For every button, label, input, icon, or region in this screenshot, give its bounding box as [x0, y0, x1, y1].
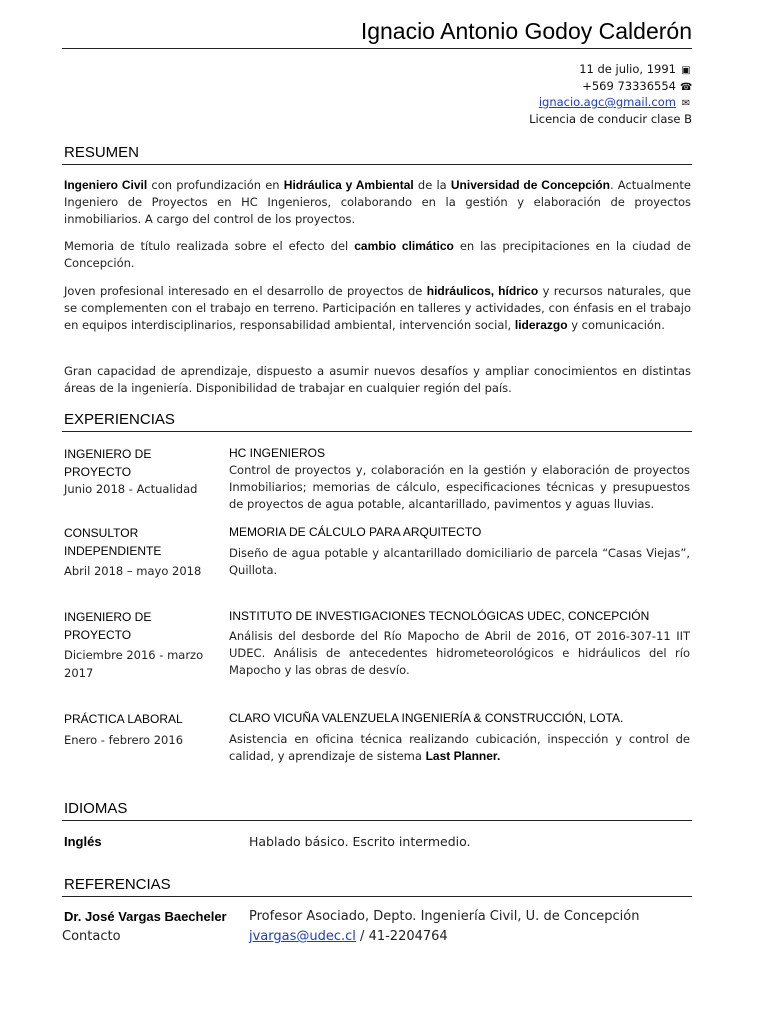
experience-role: INGENIERO DE PROYECTO	[64, 610, 152, 642]
experience-role: PRÁCTICA LABORAL	[64, 712, 183, 726]
summary-text: . Actualmente Ingeniero de Proyectos en HC Ingenieros, colaborando en la gestión y elaboración de proyectos inmobiliarios. A cargo del control de los proyectos.	[64, 178, 691, 226]
summary-degree: Ingeniero Civil	[64, 178, 148, 192]
summary-text: con profundización en	[147, 178, 284, 192]
summary-text: Joven profesional interesado en el desarrollo de proyectos de	[64, 284, 427, 298]
experiencias-divider	[62, 431, 692, 432]
header-divider	[62, 48, 692, 49]
section-title-referencias: REFERENCIAS	[64, 876, 171, 893]
summary-text: en las precipitaciones en la ciudad de Concepción.	[64, 239, 691, 270]
phone-icon: ☎	[680, 81, 693, 93]
license-text: Licencia de conducir clase B	[529, 111, 692, 126]
referencias-divider	[62, 896, 692, 897]
phone-text: +569 73336554	[582, 78, 676, 93]
candidate-name: Ignacio Antonio Godoy Calderón	[360, 18, 692, 44]
section-title-resumen: RESUMEN	[64, 144, 140, 161]
reference-separator: /	[355, 929, 369, 944]
experience-org: HC INGENIEROS	[229, 446, 326, 460]
contact-block	[529, 62, 692, 127]
reference-name: Dr. José Vargas Baecheler	[64, 909, 227, 924]
summary-skill: liderazgo	[514, 318, 568, 332]
summary-university: Universidad de Concepción	[450, 178, 610, 192]
experience-role: CONSULTOR INDEPENDIENTE	[64, 526, 162, 558]
experience-org: MEMORIA DE CÁLCULO PARA ARQUITECTO	[229, 525, 482, 539]
reference-contact-label: Contacto	[62, 929, 121, 944]
phone-row	[529, 79, 692, 96]
summary-specialty: Hidráulica y Ambiental	[283, 178, 414, 192]
reference-email-link[interactable]: jvargas@udec.cl	[249, 929, 356, 944]
license-row	[529, 112, 692, 128]
summary-paragraph-4: Gran capacidad de aprendizaje, dispuesto a asumir nuevos desafíos y ampliar conocimientos en distintas áreas de la ingeniería. Disponibilidad de trabajar en cualquier región del país.	[64, 364, 691, 395]
experience-role: INGENIERO DE PROYECTO	[64, 447, 152, 479]
idiomas-divider	[62, 820, 692, 821]
section-title-idiomas: IDIOMAS	[64, 800, 128, 817]
experience-date: Diciembre 2016 - marzo 2017	[64, 648, 204, 680]
summary-text: Memoria de título realizada sobre el efecto del	[64, 239, 355, 253]
summary-text: y comunicación.	[567, 318, 665, 332]
summary-paragraph-2	[64, 238, 691, 272]
summary-interest: hidráulicos, hídrico	[426, 284, 539, 298]
birthdate-row	[529, 62, 692, 79]
reference-position: Profesor Asociado, Depto. Ingeniería Civil, U. de Concepción	[249, 909, 640, 924]
calendar-icon: ▣	[681, 65, 691, 76]
summary-paragraph-3	[64, 283, 691, 334]
section-title-experiencias: EXPERIENCIAS	[64, 411, 175, 428]
envelope-icon: ✉	[681, 98, 691, 109]
summary-paragraph-1	[64, 177, 691, 228]
experience-description: Control de proyectos y, colaboración en la gestión y elaboración de proyectos Inmobiliarios; memorias de cálculo, especificaciones técnicas y presupuestos de proyectos de agua potable, alcantarillado, pavimentos y aguas lluvias.	[229, 463, 690, 511]
email-row	[529, 95, 692, 112]
experience-org: CLARO VICUÑA VALENZUELA INGENIERÍA & CONSTRUCCIÓN, LOTA.	[229, 711, 624, 725]
summary-thesis-topic: cambio climático	[354, 239, 454, 253]
language-level: Hablado básico. Escrito intermedio.	[249, 834, 471, 849]
summary-text: y recursos naturales, que se complementen con el trabajo en terreno. Participación en talleres y actividades, con énfasis en el trabajo en equipos interdisciplinarios, responsabilidad ambiental, intervención social,	[64, 284, 691, 332]
experience-description	[229, 731, 690, 765]
experience-description-highlight: Last Planner.	[425, 749, 501, 763]
experience-description-text: Asistencia en oficina técnica realizando cubicación, inspección y control de calidad, y aprendizaje de sistema	[229, 732, 690, 763]
summary-text: de la	[413, 178, 451, 192]
resumen-divider	[62, 164, 692, 165]
experience-description: Análisis del desborde del Río Mapocho de Abril de 2016, OT 2016-307-11 IIT UDEC. Análisis de antecedentes hidrometeorológicos e hidráulicos del río Mapocho y las obras de desvío.	[229, 629, 690, 677]
reference-contact	[249, 929, 448, 944]
email-link[interactable]: ignacio.agc@gmail.com	[538, 95, 676, 109]
experience-org: INSTITUTO DE INVESTIGACIONES TECNOLÓGICAS UDEC, CONCEPCIÓN	[229, 609, 650, 623]
experience-date: Abril 2018 – mayo 2018	[64, 564, 202, 578]
experience-description: Diseño de agua potable y alcantarillado domiciliario de parcela “Casas Viejas”, Quillota.	[229, 546, 690, 577]
birthdate-text: 11 de julio, 1991	[579, 62, 676, 76]
language-name: Inglés	[64, 834, 102, 849]
experience-date: Enero - febrero 2016	[64, 733, 184, 747]
experience-date: Junio 2018 - Actualidad	[64, 482, 198, 496]
reference-phone: 41-2204764	[368, 929, 448, 944]
